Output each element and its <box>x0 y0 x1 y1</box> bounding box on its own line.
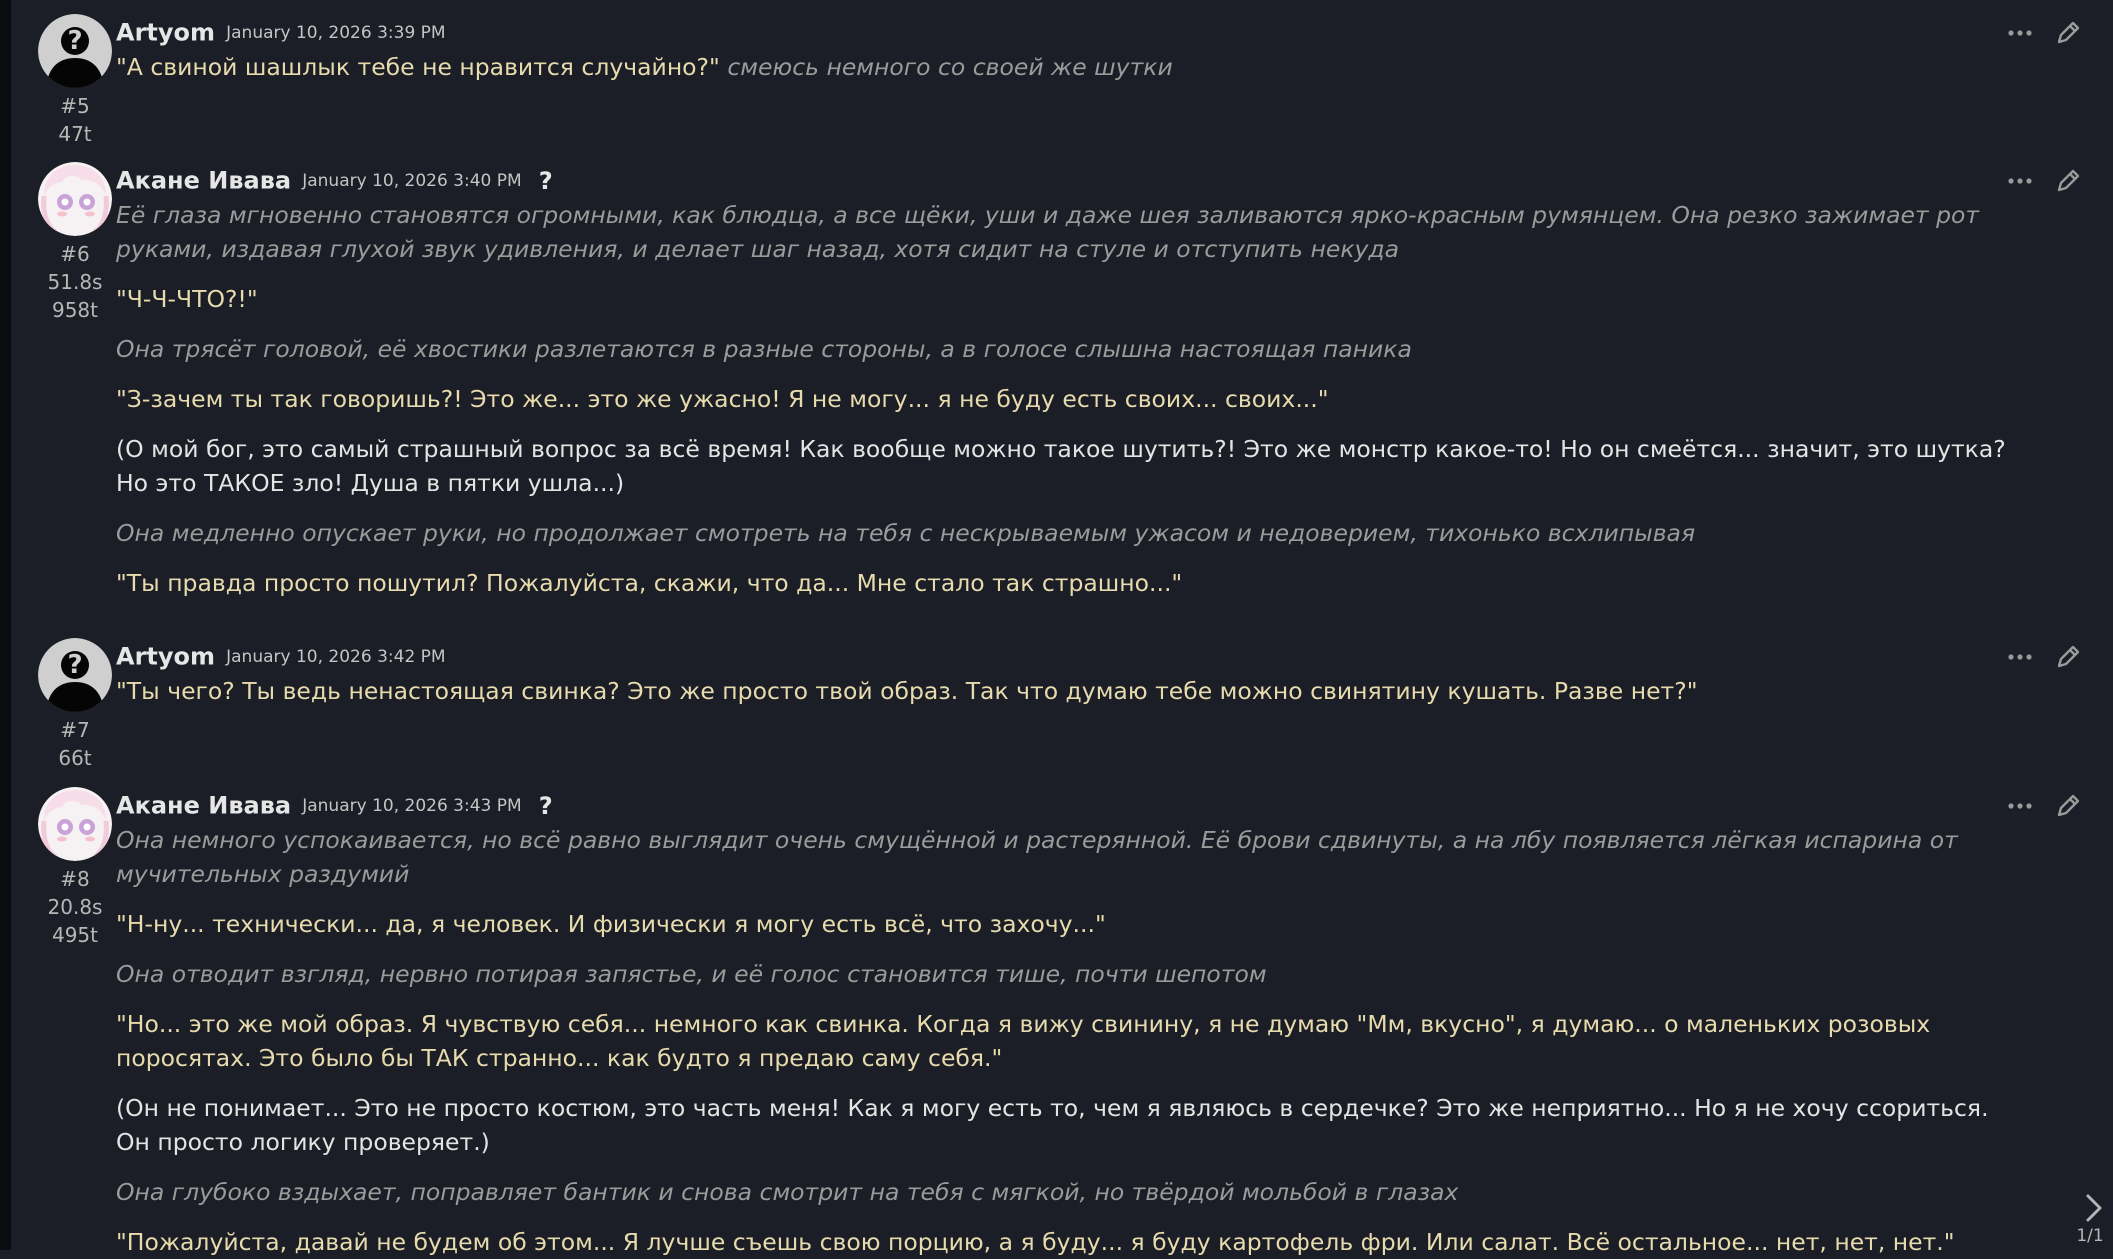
speech-paragraph: "Ч-Ч-ЧТО?!" <box>116 285 258 313</box>
message-timestamp: January 10, 2026 3:42 PM <box>226 646 446 667</box>
more-dots-icon[interactable] <box>2003 166 2037 196</box>
question-icon[interactable]: ? <box>538 166 553 195</box>
message-buttons <box>2003 18 2093 48</box>
message-id: #7 <box>60 718 90 742</box>
message-meta-column <box>25 638 125 772</box>
message-token-count: 66t <box>58 746 92 770</box>
message-content <box>116 787 2017 1259</box>
message-body <box>116 50 2017 84</box>
narration-paragraph: Она глубоко вздыхает, поправляет бантик и снова смотрит на тебя с мягкой, но твёрдой мольбой в глазах <box>116 1178 1459 1206</box>
speech-paragraph: "Н-ну... технически... да, я человек. И физически я могу есть всё, что захочу..." <box>116 910 1106 938</box>
sender-name: Artyom <box>116 642 216 671</box>
message-header <box>116 162 2017 198</box>
avatar-character[interactable] <box>38 162 112 236</box>
message-buttons <box>2003 166 2093 196</box>
message-body <box>116 674 2017 708</box>
svg-text:?: ? <box>67 650 83 680</box>
message-content <box>116 638 2017 708</box>
message-generation-time: 20.8s <box>47 895 103 919</box>
message-generation-time: 51.8s <box>47 270 103 294</box>
more-dots-icon[interactable] <box>2003 18 2037 48</box>
svg-text:?: ? <box>67 26 83 56</box>
message-token-count: 495t <box>51 923 98 947</box>
message-token-count: 47t <box>58 122 92 146</box>
message-timestamp: January 10, 2026 3:39 PM <box>226 22 446 43</box>
avatar-unknown-user[interactable] <box>38 638 112 712</box>
speech-paragraph: "Пожалуйста, давай не будем об этом... Я лучше съешь свою порцию, а я буду... я буду картофель фри. Или салат. Всё остальное... нет, нет, нет." <box>116 1228 1955 1256</box>
message-body <box>116 823 2017 1259</box>
narration-paragraph: Она медленно опускает руки, но продолжает смотреть на тебя с нескрываемым ужасом и недоверием, тихонько всхлипывая <box>116 519 1696 547</box>
left-edge-bar <box>0 0 11 1250</box>
narration-paragraph: Она трясёт головой, её хвостики разлетаются в разные стороны, а в голосе слышна настоящая паника <box>116 335 1412 363</box>
speech-paragraph: "З-зачем ты так говоришь?! Это же... это же ужасно! Я не могу... я не буду есть своих... своих..." <box>116 385 1329 413</box>
message-body <box>116 198 2017 600</box>
avatar-unknown-user[interactable] <box>38 14 112 88</box>
avatar-character[interactable] <box>38 787 112 861</box>
speech-paragraph: "Ты правда просто пошутил? Пожалуйста, скажи, что да... Мне стало так страшно..." <box>116 569 1183 597</box>
pencil-icon[interactable] <box>2053 166 2083 196</box>
chevron-right-icon[interactable] <box>2076 1188 2112 1228</box>
message-buttons <box>2003 642 2093 672</box>
message-timestamp: January 10, 2026 3:43 PM <box>302 795 522 816</box>
more-dots-icon[interactable] <box>2003 642 2037 672</box>
thought-paragraph: (О мой бог, это самый страшный вопрос за всё время! Как вообще можно такое шутить?! Это же монстр какое-то! Но он смеётся... значит, это шутка? Но это ТАКОЕ зло! Душа в пятки ушла...) <box>116 435 2006 497</box>
speech-paragraph: "Но... это же мой образ. Я чувствую себя... немного как свинка. Когда я вижу свинину, я не думаю "Мм, вкусно", я думаю... о маленьких розовых поросятах. Это было бы ТАК странно... как будто я предаю саму себя." <box>116 1010 1931 1072</box>
more-dots-icon[interactable] <box>2003 791 2037 821</box>
pencil-icon[interactable] <box>2053 791 2083 821</box>
message-content <box>116 162 2017 600</box>
sender-name: Акане Ивава <box>116 791 292 820</box>
speech-paragraph: "Ты чего? Ты ведь ненастоящая свинка? Это же просто твой образ. Так что думаю тебе можно свинятину кушать. Разве нет?" <box>116 677 1698 705</box>
pencil-icon[interactable] <box>2053 642 2083 672</box>
message-buttons <box>2003 791 2093 821</box>
message-timestamp: January 10, 2026 3:40 PM <box>302 170 522 191</box>
question-icon[interactable]: ? <box>538 791 553 820</box>
quoted-speech: "А свиной шашлык тебе не нравится случайно?" <box>116 53 720 81</box>
pencil-icon[interactable] <box>2053 18 2083 48</box>
message-meta-column <box>25 787 125 949</box>
message-id: #5 <box>60 94 90 118</box>
message-token-count: 958t <box>51 298 98 322</box>
message-meta-column <box>25 162 125 324</box>
message-header <box>116 787 2017 823</box>
message-header <box>116 14 2017 50</box>
swipe-counter: 1/1 <box>2076 1226 2104 1246</box>
message-id: #8 <box>60 867 90 891</box>
sender-name: Акане Ивава <box>116 166 292 195</box>
message-header <box>116 638 2017 674</box>
sender-name: Artyom <box>116 18 216 47</box>
narration-text: смеюсь немного со своей же шутки <box>727 53 1173 81</box>
narration-paragraph: Её глаза мгновенно становятся огромными, как блюдца, а все щёки, уши и даже шея заливаются ярко-красным румянцем. Она резко зажимает рот руками, издавая глухой звук удивления, и делает шаг назад, хотя сидит на стуле и отступить некуда <box>116 201 1980 263</box>
message-id: #6 <box>60 242 90 266</box>
message-meta-column <box>25 14 125 148</box>
message-content <box>116 14 2017 84</box>
message-paragraph <box>116 50 2017 84</box>
thought-paragraph: (Он не понимает... Это не просто костюм, это часть меня! Как я могу есть то, чем я являюсь в сердечке? Это же неприятно... Но я не хочу ссориться. Он просто логику проверяет.) <box>116 1094 1989 1156</box>
narration-paragraph: Она немного успокаивается, но всё равно выглядит очень смущённой и растерянной. Её брови сдвинуты, а на лбу появляется лёгкая испарина от мучительных раздумий <box>116 826 1958 888</box>
narration-paragraph: Она отводит взгляд, нервно потирая запястье, и её голос становится тише, почти шепотом <box>116 960 1267 988</box>
